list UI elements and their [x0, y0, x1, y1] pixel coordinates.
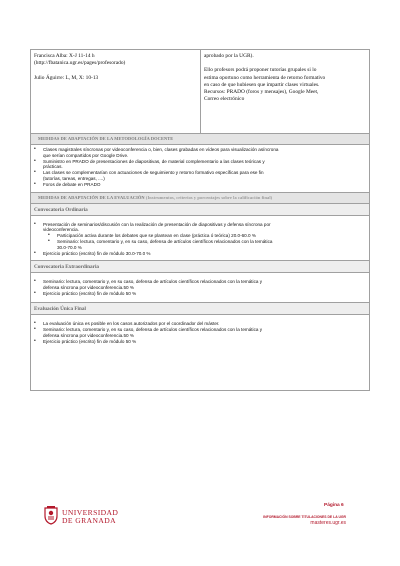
- single-final-body: [31, 315, 370, 391]
- tools-line: aprobado por la UGR).: [204, 53, 254, 59]
- list-item: • Suministro en PRADO de presentaciones de diapositivas, de material complementario a las clases teóricas y prácticas.: [34, 159, 366, 171]
- page-number: Página 6: [324, 503, 344, 508]
- methodology-body-row: [31, 145, 370, 193]
- university-name-line1: UNIVERSIDAD: [62, 508, 119, 517]
- single-final-body-row: [31, 315, 370, 391]
- list-item: • Ejercicio práctico (escrito) fin de módulo 50 %: [34, 291, 366, 297]
- list-item: • Seminario: lectura, comentario y, en su caso, defensa de artículos científicos relacionados con la temática y defensa síncrona por videoconferencia.50 %: [34, 279, 366, 291]
- ordinary-heading-row: [31, 203, 370, 215]
- footer-site-link[interactable]: masteres.ugr.es: [310, 520, 346, 526]
- footer-info-label: INFORMACIÓN SOBRE TITULACIONES DE LA UGR: [263, 515, 346, 519]
- tutor-url-line: (http://fbatanica.ugr.es/pages/profesorado): [34, 60, 126, 67]
- extraordinary-list: [34, 279, 366, 296]
- university-crest-icon: [43, 505, 59, 525]
- tutoring-hours-cell: [31, 50, 201, 134]
- methodology-heading: MEDIDAS DE ADAPTACIÓN DE LA METODOLOGÍA DOCENTE: [31, 134, 370, 145]
- methodology-list: [34, 147, 366, 188]
- list-item: • Las clases se complementarían con actuaciones de seguimiento y retorno formativo específicas para ese fin (tutorías, tareas, entregas, ....): [34, 170, 366, 182]
- list-item: • Foros de debate en PRADO: [34, 182, 366, 188]
- tutor-hours-line: Julio Águirre: L, M, X: 10-13: [34, 74, 99, 81]
- tools-line: estima oportuno como herramienta de retorno formativo: [204, 74, 326, 81]
- tutoring-tools-cell: [201, 50, 370, 134]
- ordinary-body-row: [31, 215, 370, 261]
- list-item: • Ejercicio práctico (escrito) fin de módulo 30.0-70.0 %: [34, 251, 366, 257]
- list-item: • Seminario: lectura, comentario y, en su caso, defensa de artículos científicos relacionados con la temática 30.0-70.0 %: [34, 239, 366, 251]
- list-item: • Ejercicio práctico (escrito) fin de módulo 50 %: [34, 339, 366, 345]
- single-final-list: [34, 321, 366, 344]
- tools-line: Recursos: PRADO (foros y mensajes), Google Meet,: [204, 89, 319, 95]
- tutor-hours-line: Francisca Alba: X-J 11-14 h: [34, 53, 95, 59]
- tools-line: Ello profesors podrá proponer tutorías grupales si lo: [204, 67, 317, 74]
- university-name-line2: DE GRANADA: [62, 516, 116, 525]
- list-item: • Presentación de seminarios/discusión con la realización de presentación de diapositivas y defensa síncrona por videoconferencia.: [34, 222, 366, 234]
- teaching-guide-table: [30, 49, 370, 391]
- evaluation-heading: MEDIDAS DE ADAPTACIÓN DE LA EVALUACIÓN (Instrumentos, criterios y porcentajes sobre la calificación final): [31, 192, 370, 203]
- methodology-heading-row: [31, 134, 370, 145]
- single-final-heading: Evaluación Única Final: [31, 303, 370, 315]
- tools-line: Correo electrónico: [204, 96, 245, 103]
- extraordinary-heading: Convocatoria Extraordinaria: [31, 261, 370, 273]
- extraordinary-heading-row: [31, 261, 370, 273]
- methodology-body: [31, 145, 370, 193]
- tutoring-row: [31, 50, 370, 134]
- ordinary-heading: Convocatoria Ordinaria: [31, 203, 370, 215]
- list-item: • Participación activa durante los debates que se plantean en clase (práctica ó teórica) 20.0-60.0 %: [34, 233, 366, 239]
- evaluation-heading-row: [31, 192, 370, 203]
- extraordinary-body-row: [31, 273, 370, 303]
- list-item: • Clases magistrales síncronas por videoconferencia o, bien, clases grabadas en vídeos para visualización asíncrona que serían compartidos por Google Drive.: [34, 147, 366, 159]
- extraordinary-body: [31, 273, 370, 303]
- document-page: [30, 49, 370, 391]
- list-item: • Seminario: lectura, comentario y, en su caso, defensa de artículos científicos relacionados con la temática y defensa síncrona por videoconferencia.50 %: [34, 327, 366, 339]
- list-item: • La evaluación única es posible en los casos autorizados por el coordinador del máster.: [34, 321, 366, 327]
- ordinary-body: [31, 215, 370, 261]
- page-footer: [0, 488, 400, 566]
- tools-line: en caso de que hubiesen que impartir clases virtuales.: [204, 81, 320, 88]
- single-final-heading-row: [31, 303, 370, 315]
- ordinary-list: [34, 222, 366, 257]
